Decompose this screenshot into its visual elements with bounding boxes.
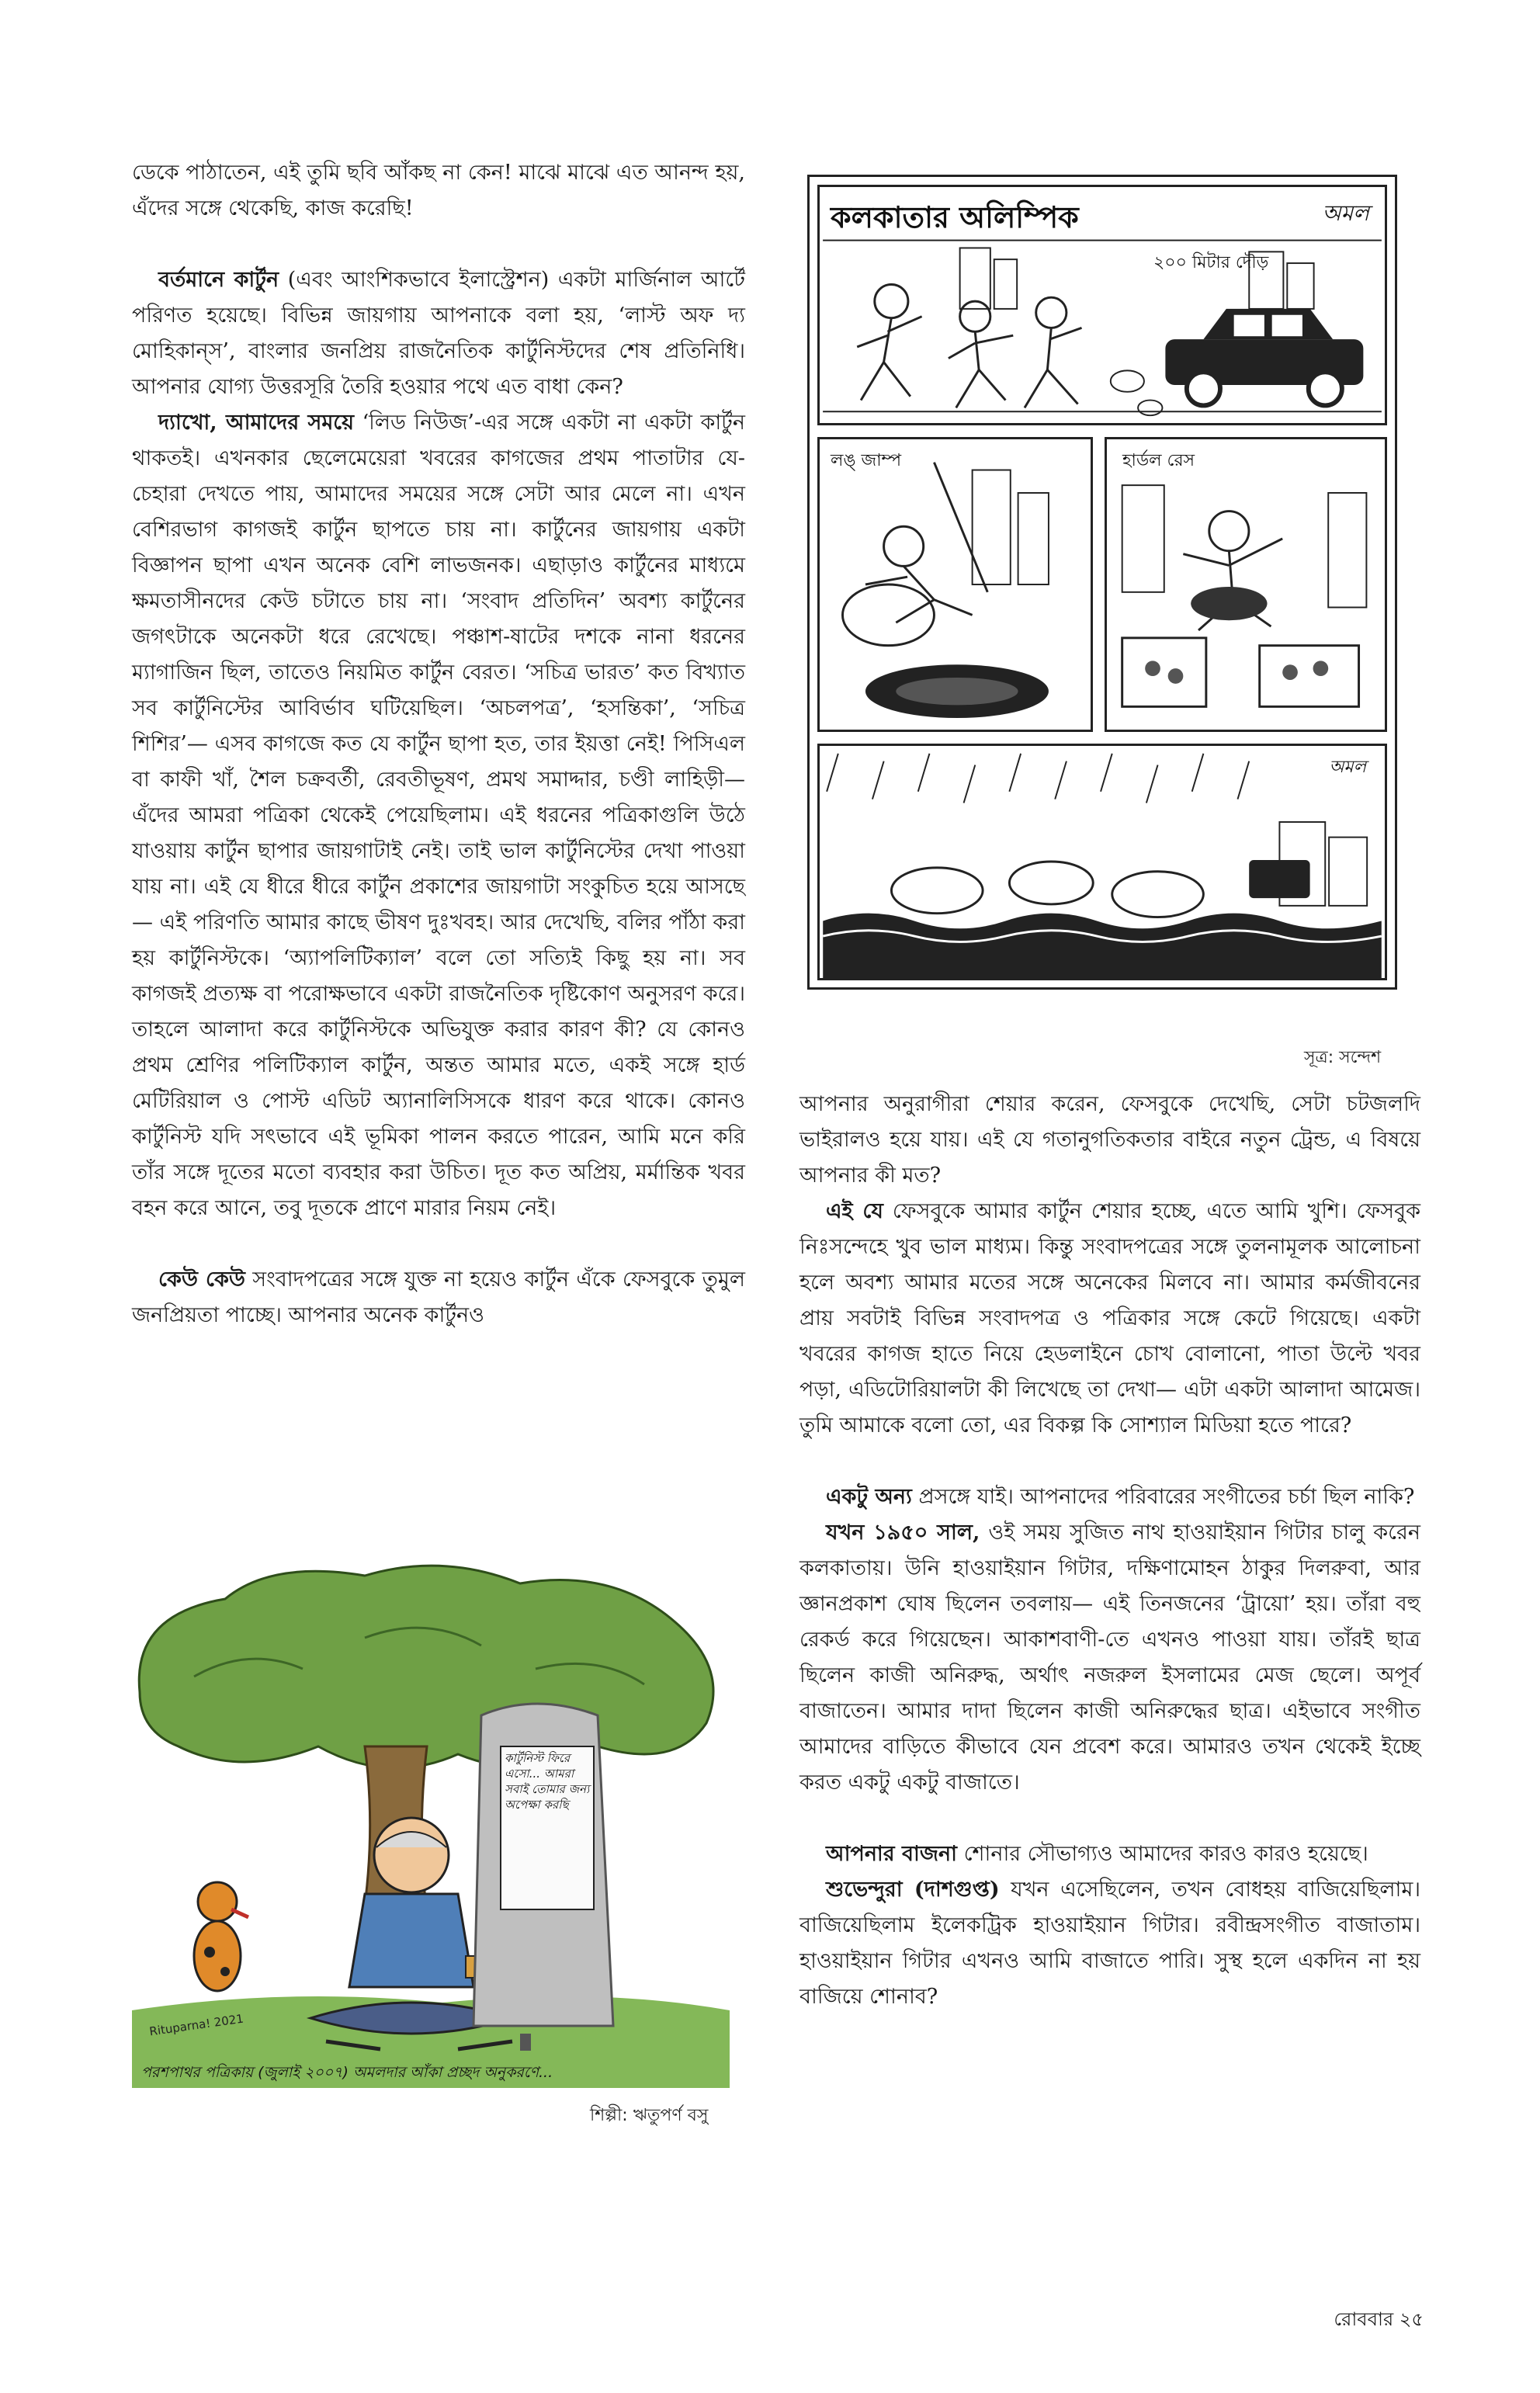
panel-label-long-jump: লঙ্ জাম্প	[831, 451, 902, 470]
answer-lead: শুভেন্দুরা (দাশগুপ্ত)	[826, 1878, 1000, 1902]
answer-paragraph	[799, 1872, 1420, 2015]
board-text: কার্টুনিস্ট ফিরে এসো... আমরা সবাই তোমার জন্য অপেক্ষা করছি	[505, 1751, 590, 1812]
question-text: শোনার সৌভাগ্যও আমাদের কারও কারও হয়েছে।	[956, 1842, 1368, 1866]
panel-label-hurdle: হার্ডল রেস	[1122, 451, 1195, 470]
answer-lead: এই যে	[826, 1199, 883, 1223]
cartoon-signature: Rituparna! 2021	[148, 2011, 245, 2039]
left-column	[132, 155, 745, 1333]
question-lead: বর্তমানে কার্টুন	[158, 268, 279, 292]
question-text: প্রসঙ্গে যাই। আপনাদের পরিবারের সংগীতের চর্চা ছিল নাকি?	[911, 1485, 1415, 1509]
panel-label-200m: ২০০ মিটার দৌড়	[1153, 253, 1269, 272]
cartoon-title: কলকাতার অলিম্পিক	[831, 200, 1079, 234]
page-number: রোববার ২৫	[1334, 2308, 1424, 2330]
answer-lead: দ্যাখো, আমাদের সময়ে	[158, 411, 355, 435]
paragraph: আপনার অনুরাগীরা শেয়ার করেন, ফেসবুকে দেখেছি, সেটা চটজলদি ভাইরালও হয়ে যায়। এই যে গতানুগতিকতার বাইরে নতুন ট্রেন্ড, এ বিষয়ে আপনার কী মত?	[799, 1092, 1420, 1188]
question-lead: আপনার বাজনা	[826, 1842, 957, 1866]
artist-credit: শিল্পী: ঋতুপর্ণ বসু	[590, 2106, 709, 2125]
right-column	[799, 1087, 1420, 2015]
question-lead: একটু অন্য	[826, 1485, 912, 1509]
cartoon-bottom-text: পরশপাথর পত্রিকায় (জুলাই ২০০৭) অমলদার আঁকা প্রচ্ছদ অনুকরণে...	[141, 2064, 553, 2081]
answer-paragraph	[799, 1515, 1420, 1801]
answer-text: ফেসবুকে আমার কার্টুন শেয়ার হচ্ছে, এতে আমি খুশি। ফেসবুক নিঃসন্দেহে খুব ভাল মাধ্যম। কিন্তু সংবাদপত্রের সঙ্গে তুলনামূলক আলোচনা হলে অবশ্য আমার মতের সঙ্গে অনেকের মিলবে না। আমার কর্মজীবনের প্রায় সবটাই বিভিন্ন সংবাদপত্র ও পত্রিকার সঙ্গে কেটে গিয়েছে। একটা খবরের কাগজ হাতে নিয়ে হেডলাইনে চোখ বোলানো, পাতা উল্টে খবর পড়া, এডিটোরিয়ালটা কী লিখেছে তা দেখা— এটা একটা আলাদা আমেজ। তুমি আমাকে বলো তো, এর বিকল্প কি সোশ্যাল মিডিয়া হতে পারে?	[799, 1199, 1420, 1438]
panel-signature: অমল	[1329, 758, 1366, 777]
cartoon-panel-flood	[817, 744, 1387, 980]
cartoon-signature: অমল	[1322, 200, 1369, 226]
answer-text: ওই সময় সুজিত নাথ হাওয়াইয়ান গিটার চালু করেন কলকাতায়। উনি হাওয়াইয়ান গিটার, দক্ষিণামোহন ঠাকুর দিলরুবা, আর জ্ঞানপ্রকাশ ঘোষ ছিলেন তবলায়— এই তিনজনের ‘ট্রায়ো’ হয়। তাঁরা বহু রেকর্ড করে গিয়েছেন। আকাশবাণী-তে এখনও পাওয়া যায়। তাঁরই ছাত্র ছিলেন কাজী অনিরুদ্ধ, অর্থাৎ নজরুল ইসলামের মেজ ছেলে। অপূর্ব বাজাতেন। আমার দাদা ছিলেন কাজী অনিরুদ্ধের ছাত্র। এইভাবে সংগীত আমাদের বাড়িতে কীভাবে যেন প্রবেশ করে। আমারও তখন থেকেই ইচ্ছে করত একটু একটু বাজাতে।	[799, 1521, 1420, 1795]
long-jump-illustration	[820, 439, 1091, 730]
tree-illustration	[132, 1552, 730, 2088]
answer-paragraph	[132, 405, 745, 1226]
question-paragraph	[132, 1262, 745, 1333]
olympic-cartoon	[807, 175, 1397, 990]
answer-lead: যখন ১৯৫০ সাল,	[826, 1521, 980, 1545]
cartoon-panel-long-jump	[817, 437, 1093, 732]
flood-illustration	[820, 746, 1385, 978]
question-text: (এবং আংশিকভাবে ইলাস্ট্রেশন) একটা মার্জিনাল আর্টে পরিণত হয়েছে। বিভিন্ন জায়গায় আপনাকে বলা হয়, ‘লাস্ট অফ দ্য মোহিকান্‌স’, বাংলার জনপ্রিয় রাজনৈতিক কার্টুনিস্টদের শেষ প্রতিনিধি। আপনার যোগ্য উত্তরসূরি তৈরি হওয়ার পথে এত বাধা কেন?	[132, 268, 745, 399]
question-paragraph	[799, 1479, 1420, 1515]
answer-paragraph	[799, 1194, 1420, 1444]
answer-text: ‘লিড নিউজ’-এর সঙ্গে একটা না একটা কার্টুন থাকতই। এখনকার ছেলেমেয়েরা খবরের কাগজের প্রথম পাতাটার যে-চেহারা দেখতে পায়, আমাদের সময়ের সঙ্গে সেটা আর মেলে না। এখন বেশিরভাগ কাগজই কার্টুন ছাপতে চায় না। কার্টুনের জায়গায় একটা বিজ্ঞাপন ছাপা এখন অনেক বেশি লাভজনক। এছাড়াও কার্টুনের মাধ্যমে ক্ষমতাসীনদের কেউ চটাতে চায় না। ‘সংবাদ প্রতিদিন’ অবশ্য কার্টুনের জগৎটাকে অনেকটা ধরে রেখেছে। পঞ্চাশ-ষাটের দশকে নানা ধরনের ম্যাগাজিন ছিল, তাতেও নিয়মিত কার্টুন বেরত। ‘সচিত্র ভারত’ কত বিখ্যাত সব কার্টুনিস্টের আবির্ভাব ঘটিয়েছিল। ‘অচলপত্র’, ‘হসন্তিকা’, ‘সচিত্র শিশির’— এসব কাগজে কত যে কার্টুন ছাপা হত, তার ইয়ত্তা নেই! পিসিএল বা কাফী খাঁ, শৈল চক্রবর্তী, রেবতীভূষণ, প্রমথ সমাদ্দার, চণ্ডী লাহিড়ী— এঁদের আমরা পত্রিকা থেকেই পেয়েছিলাম। এই ধরনের পত্রিকাগুলি উঠে যাওয়ায় কার্টুন ছাপার জায়গাটাই নেই। তাই ভাল কার্টুনিস্টের দেখা পাওয়া যায় না। এই যে ধীরে ধীরে কার্টুন প্রকাশের জায়গাটা সংকুচিত হয়ে আসছে— এই পরিণতি আমার কাছে ভীষণ দুঃখবহ। আর দেখেছি, বলির পাঁঠা করা হয় কার্টুনিস্টকে। ‘অ্যাপলিটিক্যাল’ বলে তো সত্যিই কিছু হয় না। সব কাগজই প্রত্যক্ষ বা পরোক্ষভাবে একটা রাজনৈতিক দৃষ্টিকোণ অনুসরণ করে। তাহলে আলাদা করে কার্টুনিস্টকে অভিযুক্ত করার কারণ কী? যে কোনও প্রথম শ্রেণির পলিটিক্যাল কার্টুন, অন্তত আমার মতে, একই সঙ্গে হার্ড মেটিরিয়াল ও পোস্ট এডিট অ্যানালিসিসকে ধারণ করে থাকে। কোনও কার্টুনিস্ট যদি সৎভাবে এই ভূমিকা পালন করতে পারেন, আমি মনে করি তাঁর সঙ্গে দূতের মতো ব্যবহার করা উচিত। দূত কত অপ্রিয়, মর্মান্তিক খবর বহন করে আনে, তবু দূতকে প্রাণে মারার নিয়ম নেই।	[132, 411, 745, 1220]
paragraph: ডেকে পাঠাতেন, এই তুমি ছবি আঁকছ না কেন! মাঝে মাঝে এত আনন্দ হয়, এঁদের সঙ্গে থেকেছি, কাজ করেছি!	[132, 161, 745, 220]
question-text: সংবাদপত্রের সঙ্গে যুক্ত না হয়েও কার্টুন এঁকে ফেসবুকে তুমুল জনপ্রিয়তা পাচ্ছে। আপনার অনেক কার্টুনও	[132, 1268, 745, 1327]
tree-cartoon	[132, 1552, 730, 2088]
hurdle-illustration	[1107, 439, 1385, 730]
answer-text: যখন এসেছিলেন, তখন বোধহয় বাজিয়েছিলাম। বাজিয়েছিলাম ইলেকট্রিক হাওয়াইয়ান গিটার। রবীন্দ্রসংগীত বাজাতাম। হাওয়াইয়ান গিটার এখনও আমি বাজাতে পারি। সুস্থ হলে একদিন না হয় বাজিয়ে শোনাব?	[799, 1878, 1420, 2009]
cartoon-source: সূত্র: সন্দেশ	[1304, 1048, 1382, 1067]
question-lead: কেউ কেউ	[158, 1268, 245, 1292]
question-paragraph	[132, 262, 745, 405]
question-paragraph	[799, 1836, 1420, 1872]
cartoon-panel-race	[817, 185, 1387, 425]
cartoon-panel-hurdle	[1105, 437, 1387, 732]
